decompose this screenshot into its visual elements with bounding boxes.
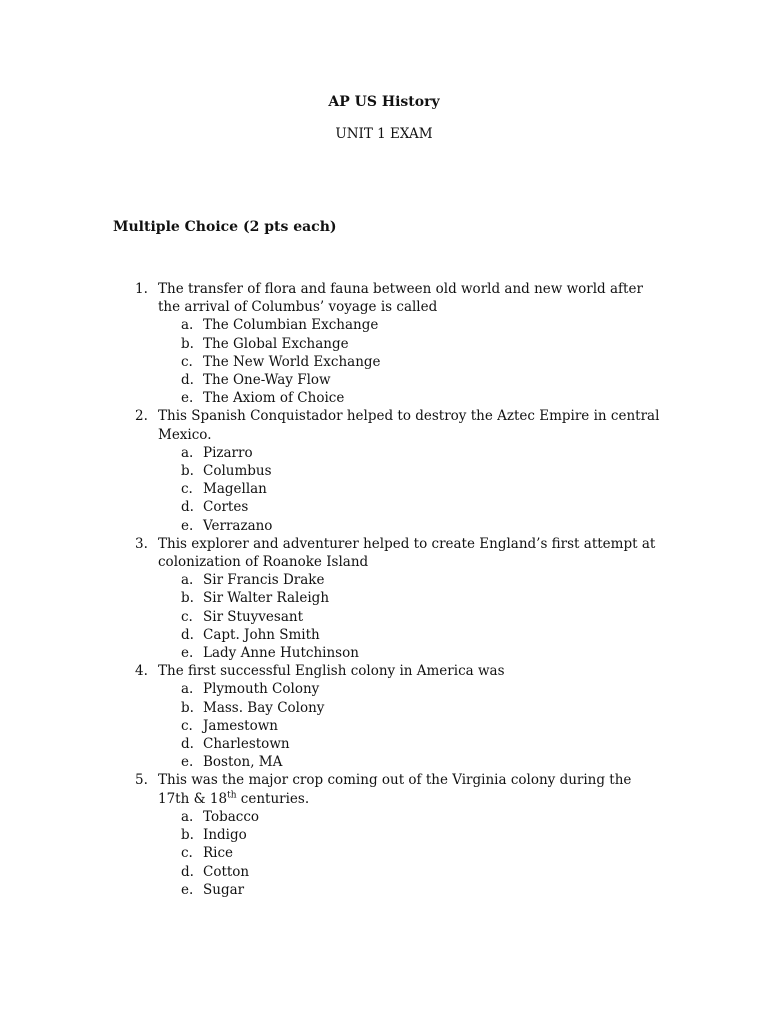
question-5: [135, 771, 665, 898]
ordinal-superscript: th: [227, 790, 237, 801]
choice-letter: c.: [181, 353, 193, 370]
question-3: [135, 535, 665, 662]
question-text: The first successful English colony in America was: [158, 663, 505, 680]
choice-letter: a.: [181, 444, 194, 461]
choice-letter: e.: [181, 645, 194, 662]
choice-text: The Global Exchange: [203, 335, 349, 352]
choice-text: Cortes: [203, 499, 249, 516]
question-text: [158, 771, 665, 807]
choice-item: [158, 863, 665, 881]
choice-letter: a.: [181, 681, 194, 698]
choice-letter: d.: [181, 372, 194, 389]
choice-letter: c.: [181, 717, 193, 734]
choice-letter: c.: [181, 608, 193, 625]
section-heading: Multiple Choice (2 pts each): [113, 219, 337, 235]
choice-text: Capt. John Smith: [203, 626, 320, 643]
choice-letter: a.: [181, 808, 194, 825]
choice-item: [158, 480, 665, 498]
choice-list: [158, 808, 665, 899]
choice-text: The One-Way Flow: [203, 372, 331, 389]
question-number: 3.: [135, 535, 148, 552]
choice-item: [158, 571, 665, 589]
choice-item: [158, 644, 665, 662]
choice-list: [158, 680, 665, 771]
page-title: AP US History: [328, 94, 440, 110]
choice-item: [158, 680, 665, 698]
choice-text: Indigo: [203, 827, 247, 844]
question-1: [135, 280, 665, 407]
choice-letter: d.: [181, 736, 194, 753]
choice-text: Plymouth Colony: [203, 681, 320, 698]
choice-letter: d.: [181, 499, 194, 516]
choice-letter: b.: [181, 335, 194, 352]
choice-item: [158, 826, 665, 844]
choice-text: Charlestown: [203, 736, 290, 753]
choice-item: [158, 608, 665, 626]
choice-text: The Axiom of Choice: [203, 390, 345, 407]
choice-letter: e.: [181, 881, 194, 898]
choice-item: [158, 371, 665, 389]
choice-letter: b.: [181, 699, 194, 716]
choice-item: [158, 808, 665, 826]
choice-letter: e.: [181, 517, 194, 534]
choice-text: The New World Exchange: [203, 353, 381, 370]
choice-text: The Columbian Exchange: [203, 317, 379, 334]
choice-text: Sugar: [203, 881, 245, 898]
choice-item: [158, 335, 665, 353]
choice-text: Sir Francis Drake: [203, 572, 325, 589]
question-2: [135, 407, 665, 534]
choice-item: [158, 881, 665, 899]
choice-text: Magellan: [203, 481, 267, 498]
question-text: This explorer and adventurer helped to create England’s first attempt at colonization of Roanoke Island: [158, 535, 656, 571]
choice-text: Columbus: [203, 463, 272, 480]
question-text: This Spanish Conquistador helped to destroy the Aztec Empire in central Mexico.: [158, 408, 660, 443]
choice-text: Lady Anne Hutchinson: [203, 645, 359, 662]
choice-text: Sir Stuyvesant: [203, 608, 304, 625]
choice-item: [158, 735, 665, 753]
choice-text: Tobacco: [203, 808, 260, 825]
choice-item: [158, 517, 665, 535]
choice-item: [158, 389, 665, 407]
choice-text: Rice: [203, 845, 234, 862]
choice-text: Boston, MA: [203, 754, 283, 771]
choice-item: [158, 353, 665, 371]
choice-letter: d.: [181, 863, 194, 880]
choice-item: [158, 753, 665, 771]
choice-letter: e.: [181, 390, 194, 407]
choice-letter: e.: [181, 754, 194, 771]
choice-list: [158, 316, 665, 407]
choice-text: Sir Walter Raleigh: [203, 590, 330, 607]
question-number: 2.: [135, 408, 148, 425]
question-text-end: centuries.: [236, 790, 310, 807]
choice-item: [158, 699, 665, 717]
choice-item: [158, 717, 665, 735]
choice-letter: a.: [181, 317, 194, 334]
question-number: 5.: [135, 772, 148, 789]
choice-item: [158, 844, 665, 862]
choice-item: [158, 444, 665, 462]
question-text-main: This was the major crop coming out of the Virginia colony during the 17th & 18: [158, 772, 632, 807]
choice-item: [158, 462, 665, 480]
question-number: 4.: [135, 663, 148, 680]
choice-list: [158, 444, 665, 535]
choice-item: [158, 316, 665, 334]
choice-text: Mass. Bay Colony: [203, 699, 325, 716]
choice-item: [158, 498, 665, 516]
question-number: 1.: [135, 281, 148, 297]
choice-list: [158, 571, 665, 662]
choice-item: [158, 589, 665, 607]
choice-text: Pizarro: [203, 444, 253, 461]
choice-letter: a.: [181, 572, 194, 589]
choice-letter: c.: [181, 845, 193, 862]
choice-item: [158, 626, 665, 644]
choice-letter: b.: [181, 463, 194, 480]
question-list: [135, 280, 665, 899]
choice-text: Cotton: [203, 863, 250, 880]
choice-letter: b.: [181, 590, 194, 607]
question-4: [135, 662, 665, 771]
question-text: The transfer of flora and fauna between old world and new world after the arrival of Columbus’ voyage is called: [158, 281, 643, 316]
choice-text: Verrazano: [203, 517, 273, 534]
exam-subtitle: UNIT 1 EXAM: [335, 126, 433, 142]
choice-letter: d.: [181, 626, 194, 643]
choice-text: Jamestown: [203, 717, 278, 734]
choice-letter: c.: [181, 481, 193, 498]
choice-letter: b.: [181, 827, 194, 844]
